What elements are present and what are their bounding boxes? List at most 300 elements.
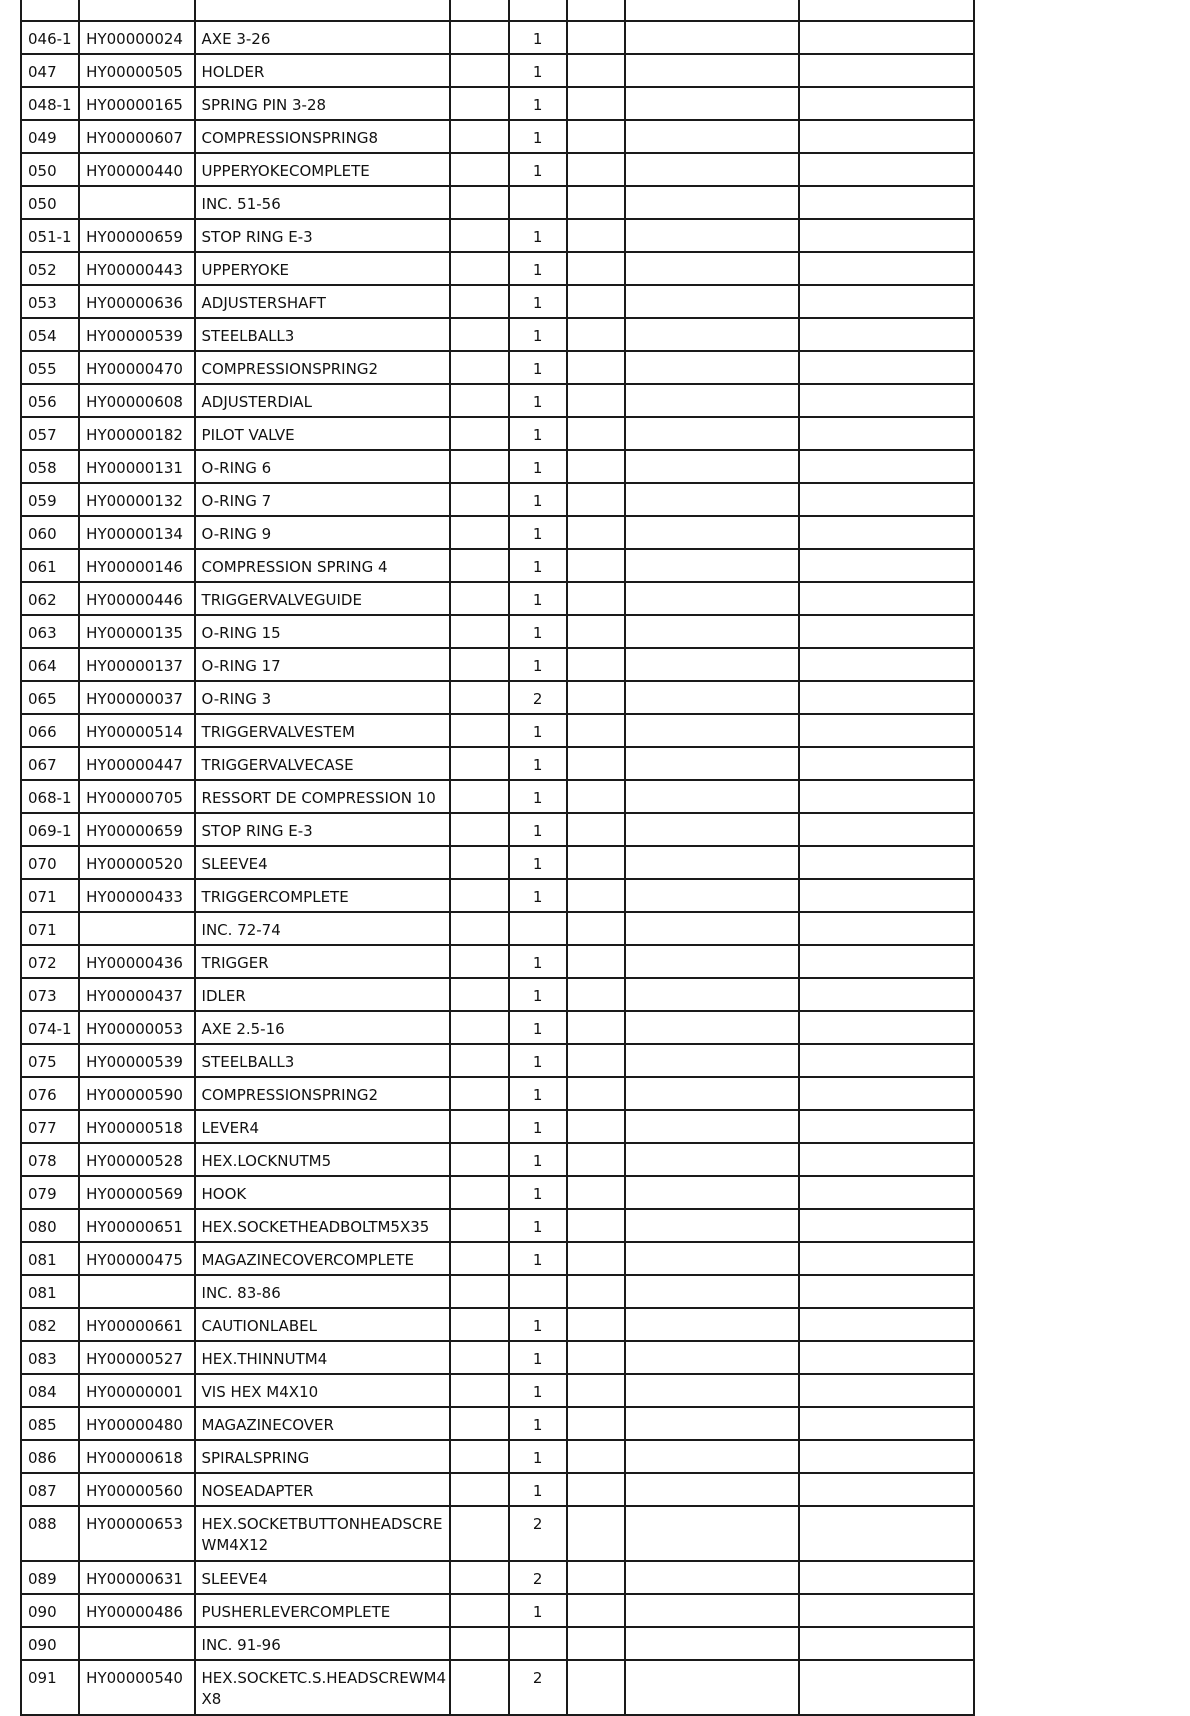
empty-cell: [450, 1077, 508, 1110]
quantity-cell: 1: [509, 87, 567, 120]
part-code-cell: HY00000470: [79, 351, 194, 384]
part-description-cell: O-RING 15: [195, 615, 451, 648]
empty-cell: [625, 1407, 800, 1440]
part-code-cell: HY00000480: [79, 1407, 194, 1440]
empty-cell: [625, 1176, 800, 1209]
quantity-cell: 1: [509, 1176, 567, 1209]
quantity-cell: 1: [509, 1440, 567, 1473]
table-row: [21, 1627, 974, 1660]
empty-cell: [567, 879, 625, 912]
table-row: [21, 1242, 974, 1275]
empty-cell: [625, 1627, 800, 1660]
empty-cell: [450, 450, 508, 483]
part-ref-cell: 074-1: [21, 1011, 79, 1044]
quantity-cell: 2: [509, 1506, 567, 1561]
empty-cell: [625, 1341, 800, 1374]
part-code-cell: [79, 1627, 194, 1660]
part-description-cell: TRIGGERVALVESTEM: [195, 714, 451, 747]
table-row: [21, 516, 974, 549]
empty-cell: [799, 1660, 974, 1715]
empty-cell: [567, 1341, 625, 1374]
part-description-cell: MAGAZINECOVER: [195, 1407, 451, 1440]
quantity-cell: 1: [509, 219, 567, 252]
part-code-cell: HY00000440: [79, 153, 194, 186]
part-description-cell: HEX.SOCKETHEADBOLTM5X35: [195, 1209, 451, 1242]
part-ref-cell: 090: [21, 1627, 79, 1660]
quantity-cell: 1: [509, 879, 567, 912]
empty-cell: [567, 1308, 625, 1341]
part-code-cell: HY00000528: [79, 1143, 194, 1176]
part-description-cell: TRIGGERVALVEGUIDE: [195, 582, 451, 615]
quantity-cell: 1: [509, 54, 567, 87]
quantity-cell: 1: [509, 120, 567, 153]
part-description-cell: O-RING 6: [195, 450, 451, 483]
empty-cell: [799, 351, 974, 384]
empty-cell: [450, 1660, 508, 1715]
empty-cell: [625, 252, 800, 285]
part-code-cell: HY00000651: [79, 1209, 194, 1242]
part-description-cell: HEX.SOCKETC.S.HEADSCREWM4 X8: [195, 1660, 451, 1715]
table-row: [21, 813, 974, 846]
empty-cell: [799, 252, 974, 285]
quantity-cell: 1: [509, 1242, 567, 1275]
parts-table: [20, 0, 975, 1716]
quantity-cell: 1: [509, 1594, 567, 1627]
empty-cell: [625, 516, 800, 549]
empty-cell: [450, 120, 508, 153]
table-row: [21, 252, 974, 285]
empty-cell: [450, 21, 508, 54]
empty-cell: [567, 1275, 625, 1308]
part-ref-cell: 064: [21, 648, 79, 681]
part-code-cell: HY00000539: [79, 1044, 194, 1077]
part-code-cell: HY00000560: [79, 1473, 194, 1506]
table-row: [21, 549, 974, 582]
empty-cell: [567, 0, 625, 21]
part-description-cell: O-RING 3: [195, 681, 451, 714]
part-code-cell: HY00000037: [79, 681, 194, 714]
quantity-cell: 1: [509, 450, 567, 483]
part-description-cell: INC. 51-56: [195, 186, 451, 219]
quantity-cell: 1: [509, 648, 567, 681]
empty-cell: [567, 1473, 625, 1506]
part-description-cell: SLEEVE4: [195, 846, 451, 879]
empty-cell: [450, 285, 508, 318]
empty-cell: [567, 681, 625, 714]
quantity-cell: 1: [509, 1044, 567, 1077]
part-description-cell: O-RING 9: [195, 516, 451, 549]
empty-cell: [450, 1407, 508, 1440]
empty-cell: [450, 318, 508, 351]
part-description-cell: ADJUSTERSHAFT: [195, 285, 451, 318]
quantity-cell: 1: [509, 252, 567, 285]
empty-cell: [799, 0, 974, 21]
part-description-cell: SPIRALSPRING: [195, 1440, 451, 1473]
empty-cell: [625, 1275, 800, 1308]
empty-cell: [625, 780, 800, 813]
empty-cell: [799, 945, 974, 978]
table-row: [21, 747, 974, 780]
part-code-cell: HY00000540: [79, 1660, 194, 1715]
part-code-cell: HY00000608: [79, 384, 194, 417]
part-code-cell: HY00000636: [79, 285, 194, 318]
part-ref-cell: 091: [21, 1660, 79, 1715]
table-row: [21, 978, 974, 1011]
part-ref-cell: 072: [21, 945, 79, 978]
empty-cell: [567, 153, 625, 186]
empty-cell: [799, 1044, 974, 1077]
empty-cell: [567, 582, 625, 615]
part-ref-cell: 054: [21, 318, 79, 351]
part-ref-cell: 090: [21, 1594, 79, 1627]
table-row: [21, 780, 974, 813]
empty-cell: [625, 912, 800, 945]
empty-cell: [625, 0, 800, 21]
part-ref-cell: 050: [21, 153, 79, 186]
empty-cell: [567, 87, 625, 120]
table-row: [21, 483, 974, 516]
empty-cell: [450, 714, 508, 747]
table-row: [21, 1506, 974, 1561]
part-ref-cell: 069-1: [21, 813, 79, 846]
table-row: [21, 1341, 974, 1374]
empty-cell: [567, 780, 625, 813]
part-description-cell: STEELBALL3: [195, 318, 451, 351]
part-code-cell: HY00000053: [79, 1011, 194, 1044]
quantity-cell: 1: [509, 516, 567, 549]
empty-cell: [799, 1506, 974, 1561]
empty-cell: [450, 1044, 508, 1077]
empty-cell: [450, 1275, 508, 1308]
part-ref-cell: 056: [21, 384, 79, 417]
empty-cell: [625, 879, 800, 912]
part-description-cell: O-RING 17: [195, 648, 451, 681]
empty-cell: [567, 1044, 625, 1077]
part-code-cell: HY00000527: [79, 1341, 194, 1374]
empty-cell: [625, 1110, 800, 1143]
part-code-cell: HY00000590: [79, 1077, 194, 1110]
empty-cell: [567, 1143, 625, 1176]
empty-cell: [799, 483, 974, 516]
empty-cell: [799, 1407, 974, 1440]
empty-cell: [567, 219, 625, 252]
part-description-cell: RESSORT DE COMPRESSION 10: [195, 780, 451, 813]
part-description-cell: TRIGGERCOMPLETE: [195, 879, 451, 912]
part-description-cell: STEELBALL3: [195, 1044, 451, 1077]
part-ref-cell: 066: [21, 714, 79, 747]
empty-cell: [567, 1627, 625, 1660]
empty-cell: [450, 0, 508, 21]
empty-cell: [625, 1506, 800, 1561]
part-ref-cell: 077: [21, 1110, 79, 1143]
empty-cell: [625, 1044, 800, 1077]
empty-cell: [799, 1594, 974, 1627]
empty-cell: [625, 648, 800, 681]
empty-cell: [625, 714, 800, 747]
empty-cell: [799, 813, 974, 846]
part-ref-cell: 080: [21, 1209, 79, 1242]
empty-cell: [450, 186, 508, 219]
quantity-cell: [509, 1627, 567, 1660]
empty-cell: [450, 417, 508, 450]
part-description-cell: HOLDER: [195, 54, 451, 87]
empty-cell: [799, 1341, 974, 1374]
quantity-cell: 1: [509, 417, 567, 450]
empty-cell: [799, 450, 974, 483]
table-row: [21, 615, 974, 648]
empty-cell: [625, 1374, 800, 1407]
part-ref-cell: 078: [21, 1143, 79, 1176]
empty-cell: [799, 879, 974, 912]
empty-cell: [450, 615, 508, 648]
empty-cell: [625, 747, 800, 780]
empty-cell: [567, 1506, 625, 1561]
part-description-cell: AXE 3-26: [195, 21, 451, 54]
part-ref-cell: 047: [21, 54, 79, 87]
part-code-cell: [79, 1275, 194, 1308]
part-description-cell: O-RING 7: [195, 483, 451, 516]
part-code-cell: [79, 186, 194, 219]
table-row: [21, 945, 974, 978]
empty-cell: [625, 1440, 800, 1473]
part-code-cell: HY00000475: [79, 1242, 194, 1275]
empty-cell: [567, 483, 625, 516]
empty-cell: [799, 1110, 974, 1143]
empty-cell: [450, 1440, 508, 1473]
quantity-cell: 1: [509, 153, 567, 186]
table-row: [21, 879, 974, 912]
empty-cell: [450, 912, 508, 945]
part-code-cell: HY00000436: [79, 945, 194, 978]
part-code-cell: HY00000607: [79, 120, 194, 153]
empty-cell: [567, 978, 625, 1011]
quantity-cell: 2: [509, 1561, 567, 1594]
empty-cell: [799, 21, 974, 54]
part-ref-cell: 067: [21, 747, 79, 780]
quantity-cell: 1: [509, 714, 567, 747]
table-row: [21, 1011, 974, 1044]
part-ref-cell: 057: [21, 417, 79, 450]
empty-cell: [625, 450, 800, 483]
part-description-cell: TRIGGERVALVECASE: [195, 747, 451, 780]
empty-cell: [450, 879, 508, 912]
empty-cell: [625, 549, 800, 582]
empty-cell: [799, 582, 974, 615]
part-description-cell: CAUTIONLABEL: [195, 1308, 451, 1341]
part-code-cell: HY00000518: [79, 1110, 194, 1143]
empty-cell: [625, 285, 800, 318]
empty-cell: [625, 153, 800, 186]
part-description-cell: TRIGGER: [195, 945, 451, 978]
table-row: [21, 1209, 974, 1242]
table-row: [21, 714, 974, 747]
table-row: [21, 1143, 974, 1176]
part-code-cell: HY00000165: [79, 87, 194, 120]
empty-cell: [450, 1110, 508, 1143]
empty-cell: [450, 87, 508, 120]
empty-cell: [799, 285, 974, 318]
empty-cell: [567, 186, 625, 219]
empty-cell: [567, 1176, 625, 1209]
empty-cell: [450, 1242, 508, 1275]
table-row: [21, 1110, 974, 1143]
part-description-cell: INC. 83-86: [195, 1275, 451, 1308]
table-row: [21, 87, 974, 120]
part-ref-cell: 060: [21, 516, 79, 549]
empty-cell: [799, 516, 974, 549]
quantity-cell: 1: [509, 1308, 567, 1341]
empty-cell: [799, 219, 974, 252]
part-code-cell: HY00000134: [79, 516, 194, 549]
part-description-cell: LEVER4: [195, 1110, 451, 1143]
empty-cell: [450, 1308, 508, 1341]
part-code-cell: HY00000486: [79, 1594, 194, 1627]
part-description-cell: PILOT VALVE: [195, 417, 451, 450]
empty-cell: [799, 54, 974, 87]
empty-cell: [567, 648, 625, 681]
table-row: [21, 186, 974, 219]
quantity-cell: 1: [509, 1110, 567, 1143]
part-description-cell: HEX.THINNUTM4: [195, 1341, 451, 1374]
empty-cell: [625, 615, 800, 648]
quantity-cell: 1: [509, 318, 567, 351]
empty-cell: [450, 549, 508, 582]
part-ref-cell: 059: [21, 483, 79, 516]
part-description-cell: PUSHERLEVERCOMPLETE: [195, 1594, 451, 1627]
empty-cell: [799, 87, 974, 120]
parts-table-body: [21, 0, 974, 1715]
empty-cell: [450, 153, 508, 186]
quantity-cell: [509, 186, 567, 219]
part-ref-cell: 050: [21, 186, 79, 219]
part-ref-cell: 061: [21, 549, 79, 582]
part-ref-cell: 088: [21, 1506, 79, 1561]
empty-cell: [625, 1242, 800, 1275]
part-code-cell: [79, 912, 194, 945]
part-ref-cell: 086: [21, 1440, 79, 1473]
empty-cell: [567, 516, 625, 549]
table-row: [21, 1594, 974, 1627]
quantity-cell: 1: [509, 351, 567, 384]
empty-cell: [450, 846, 508, 879]
empty-cell: [195, 0, 451, 21]
empty-cell: [625, 21, 800, 54]
empty-cell: [799, 714, 974, 747]
part-code-cell: HY00000661: [79, 1308, 194, 1341]
empty-cell: [567, 1407, 625, 1440]
empty-cell: [799, 1374, 974, 1407]
empty-cell: [567, 21, 625, 54]
empty-cell: [567, 1374, 625, 1407]
empty-cell: [450, 384, 508, 417]
empty-cell: [625, 582, 800, 615]
empty-cell: [450, 780, 508, 813]
empty-cell: [799, 549, 974, 582]
quantity-cell: 1: [509, 549, 567, 582]
table-row: [21, 1407, 974, 1440]
empty-cell: [799, 846, 974, 879]
part-code-cell: HY00000569: [79, 1176, 194, 1209]
table-row: [21, 351, 974, 384]
part-ref-cell: 084: [21, 1374, 79, 1407]
quantity-cell: 1: [509, 813, 567, 846]
part-ref-cell: 046-1: [21, 21, 79, 54]
part-ref-cell: 082: [21, 1308, 79, 1341]
part-code-cell: HY00000514: [79, 714, 194, 747]
empty-cell: [567, 1209, 625, 1242]
empty-cell: [567, 1561, 625, 1594]
empty-cell: [567, 1011, 625, 1044]
part-ref-cell: 049: [21, 120, 79, 153]
table-row: [21, 450, 974, 483]
empty-cell: [799, 1440, 974, 1473]
part-code-cell: HY00000659: [79, 813, 194, 846]
empty-cell: [799, 1473, 974, 1506]
part-description-cell: VIS HEX M4X10: [195, 1374, 451, 1407]
empty-cell: [567, 1440, 625, 1473]
empty-cell: [625, 978, 800, 1011]
parts-list-sheet: [20, 0, 975, 1716]
quantity-cell: 1: [509, 483, 567, 516]
empty-cell: [567, 549, 625, 582]
table-row: [21, 1440, 974, 1473]
empty-cell: [625, 1594, 800, 1627]
empty-cell: [625, 186, 800, 219]
part-ref-cell: 076: [21, 1077, 79, 1110]
empty-cell: [450, 1594, 508, 1627]
empty-cell: [625, 483, 800, 516]
table-row: [21, 219, 974, 252]
empty-cell: [799, 912, 974, 945]
part-ref-cell: 051-1: [21, 219, 79, 252]
part-code-cell: HY00000001: [79, 1374, 194, 1407]
empty-cell: [799, 681, 974, 714]
empty-cell: [567, 252, 625, 285]
empty-cell: [625, 1561, 800, 1594]
quantity-cell: 1: [509, 747, 567, 780]
quantity-cell: 1: [509, 21, 567, 54]
table-row: [21, 54, 974, 87]
empty-cell: [799, 978, 974, 1011]
part-description-cell: COMPRESSIONSPRING2: [195, 1077, 451, 1110]
part-description-cell: NOSEADAPTER: [195, 1473, 451, 1506]
empty-cell: [799, 615, 974, 648]
empty-cell: [450, 648, 508, 681]
empty-cell: [450, 219, 508, 252]
empty-cell: [799, 1011, 974, 1044]
quantity-cell: 2: [509, 1660, 567, 1715]
part-description-cell: MAGAZINECOVERCOMPLETE: [195, 1242, 451, 1275]
empty-cell: [450, 978, 508, 1011]
part-ref-cell: 048-1: [21, 87, 79, 120]
part-ref-cell: 081: [21, 1242, 79, 1275]
part-description-cell: HEX.SOCKETBUTTONHEADSCRE WM4X12: [195, 1506, 451, 1561]
quantity-cell: 2: [509, 681, 567, 714]
empty-cell: [450, 582, 508, 615]
empty-cell: [799, 186, 974, 219]
empty-cell: [625, 681, 800, 714]
part-ref-cell: 070: [21, 846, 79, 879]
empty-cell: [567, 417, 625, 450]
part-description-cell: STOP RING E-3: [195, 219, 451, 252]
empty-cell: [450, 1011, 508, 1044]
part-ref-cell: 065: [21, 681, 79, 714]
table-row: [21, 318, 974, 351]
part-description-cell: HOOK: [195, 1176, 451, 1209]
empty-cell: [450, 945, 508, 978]
quantity-cell: [509, 1275, 567, 1308]
empty-cell: [799, 747, 974, 780]
